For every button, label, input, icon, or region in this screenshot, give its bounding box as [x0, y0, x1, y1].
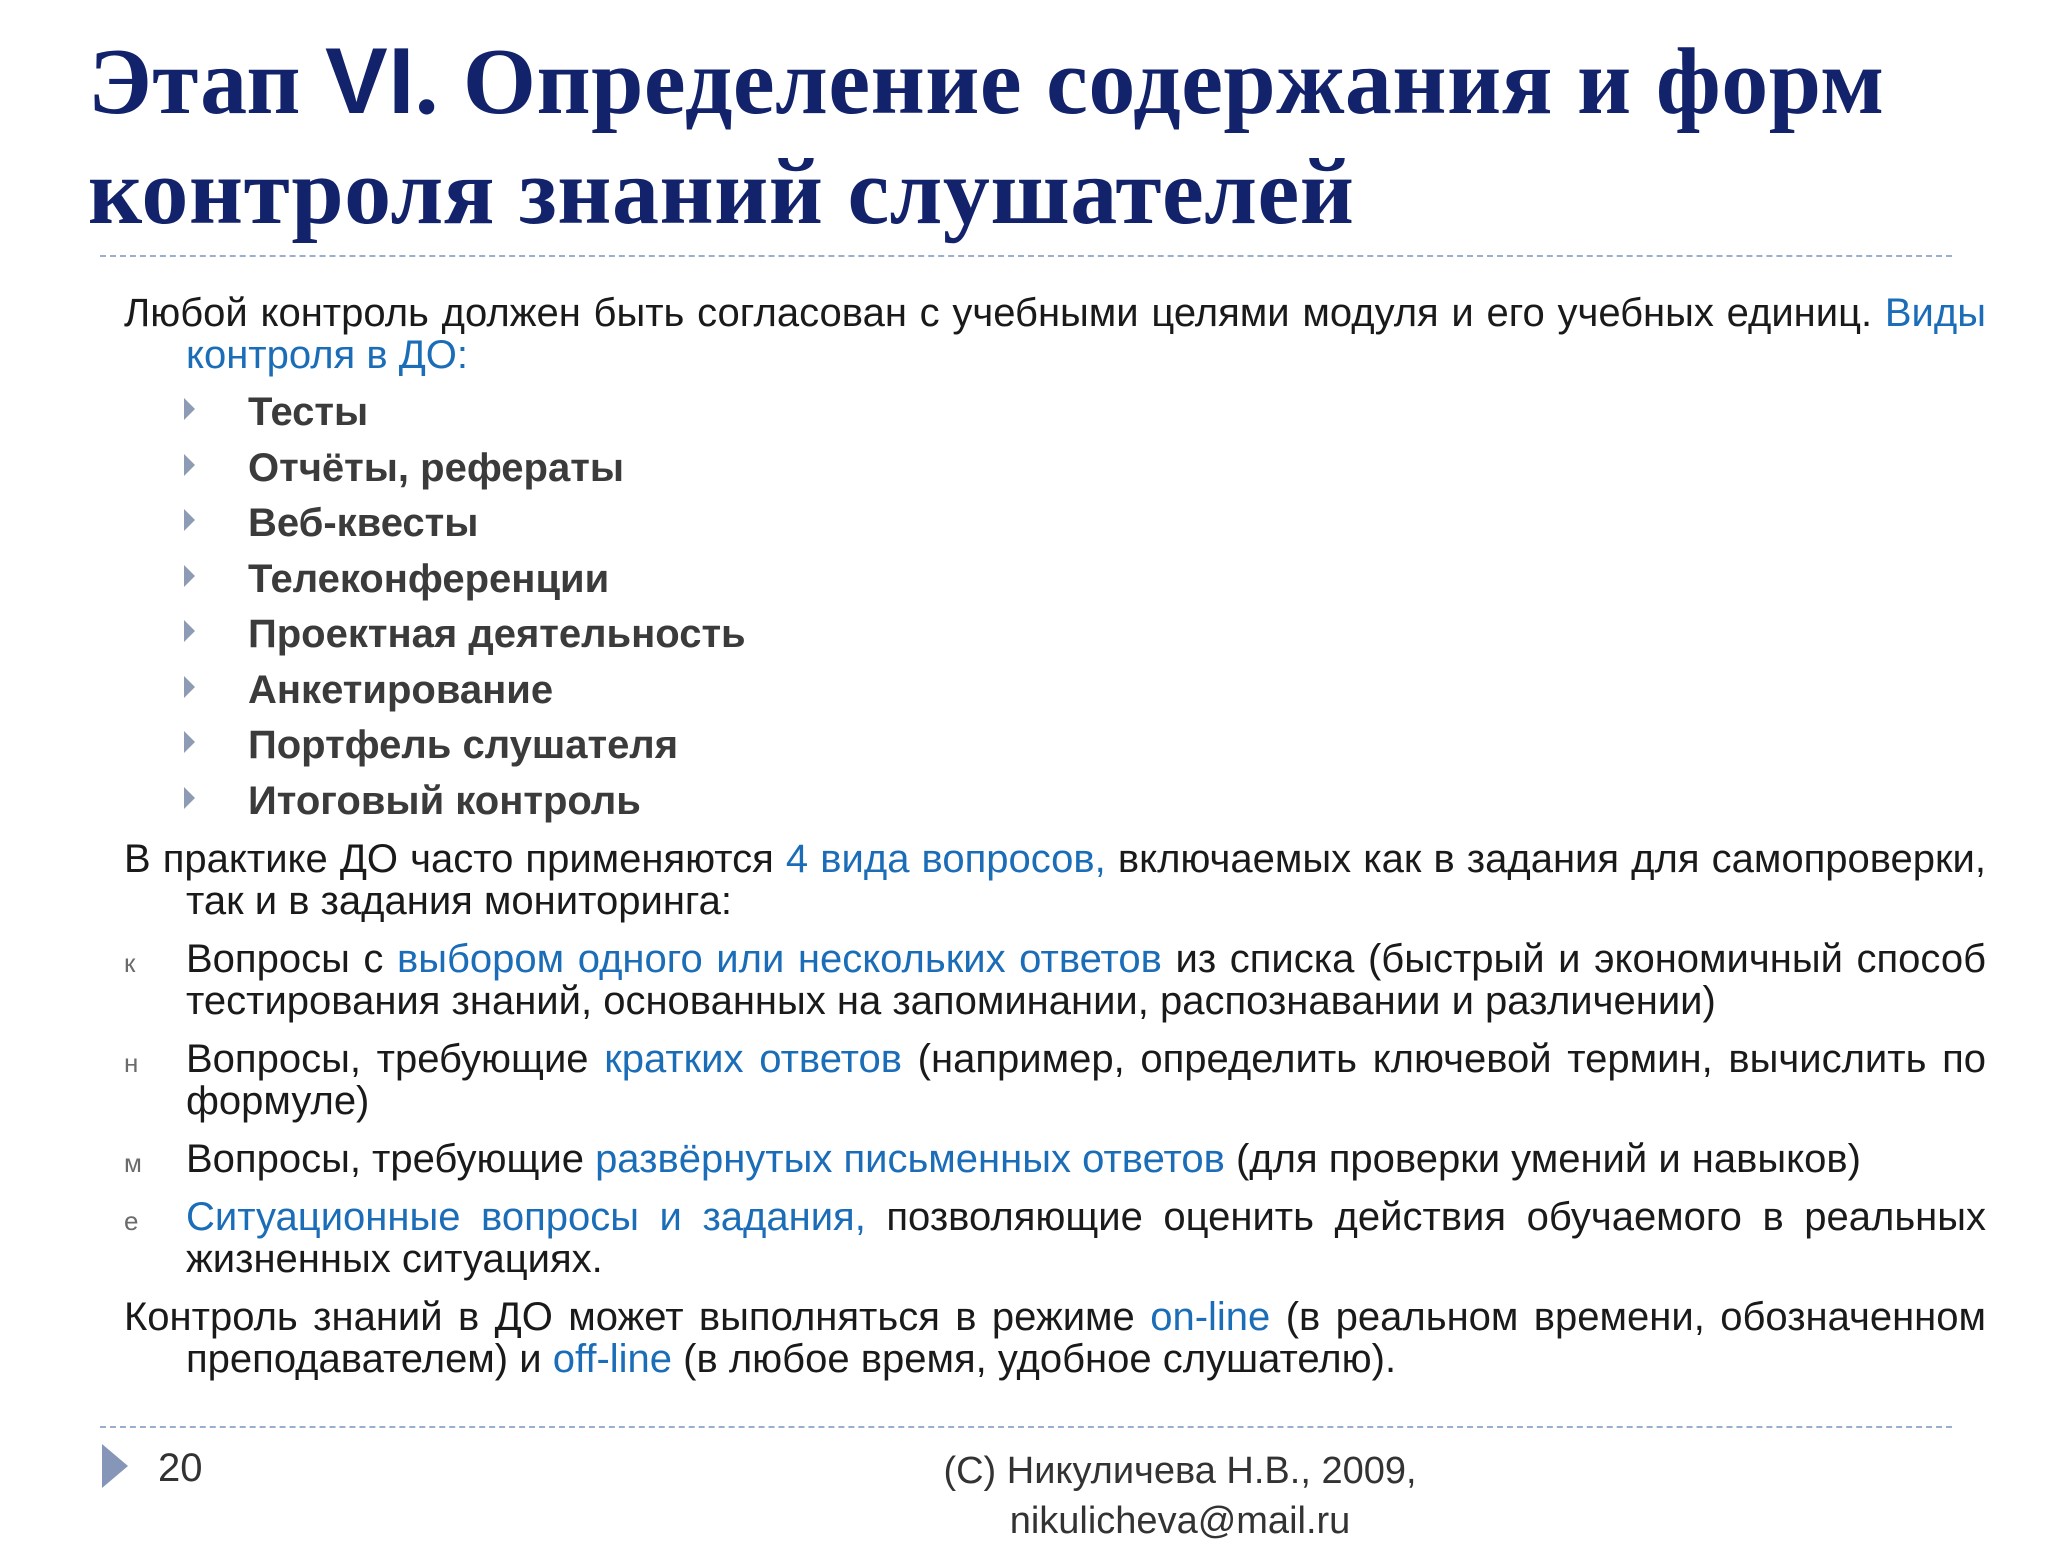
title-prefix: Этап [88, 30, 325, 134]
list-item [124, 553, 1986, 609]
question-type-text-after: из списка (быстрый и экономичный способ тестирования знаний, основанных на запоминании, распознавании и различении) [186, 937, 1987, 1023]
list-item [124, 442, 1986, 498]
bullet-arrow-icon [184, 620, 195, 642]
question-type-item [124, 1038, 1986, 1122]
author-email: nikulicheva@mail.ru [1009, 1500, 1351, 1542]
question-type-text: Вопросы, требующие [186, 1037, 605, 1081]
bullet-arrow-icon [184, 398, 195, 420]
list-item [124, 775, 1986, 831]
question-type-marker: е [124, 1206, 139, 1236]
list-item-label: Телеконференции [248, 556, 610, 601]
list-item-label: Проектная деятельность [248, 612, 746, 656]
list-item-label: Итоговый контроль [248, 778, 641, 823]
offline-highlight: off-line [552, 1337, 673, 1381]
bullet-arrow-icon [184, 454, 195, 476]
question-type-highlight: кратких ответов [604, 1037, 902, 1081]
question-type-text: Вопросы с [186, 937, 397, 981]
page-number: 20 [158, 1446, 203, 1490]
footer-copyright [920, 1446, 1440, 1546]
bullet-arrow-icon [184, 731, 195, 753]
mode-paragraph [124, 1296, 1986, 1380]
mode-text-2: (в реальном времени, обозначенном преподавателем) и [186, 1295, 1987, 1381]
question-type-highlight: выбором одного или нескольких ответов [396, 937, 1162, 981]
practice-text-after: включаемых как в задания для самопроверки, так и в задания мониторинга: [186, 837, 1986, 923]
question-type-highlight: Ситуационные вопросы и задания, [186, 1195, 866, 1239]
list-item-label: Тесты [248, 390, 369, 434]
bullet-arrow-icon [184, 509, 195, 531]
online-highlight: on-line [1150, 1295, 1271, 1339]
top-divider [100, 255, 1952, 257]
practice-paragraph [124, 838, 1986, 922]
list-item-label: Анкетирование [248, 667, 554, 712]
question-type-item [124, 938, 1986, 1022]
practice-text-before: В практике ДО часто применяются [124, 837, 786, 881]
list-item [124, 719, 1986, 775]
intro-highlight: Виды контроля в ДО: [186, 291, 1986, 377]
slide-title [88, 26, 1988, 247]
question-type-text: Вопросы, требующие [186, 1137, 596, 1181]
practice-highlight: 4 вида вопросов, [785, 837, 1106, 881]
question-type-item [124, 1196, 1986, 1280]
list-item [124, 664, 1986, 720]
question-type-marker: м [124, 1148, 142, 1178]
title-roman-numeral: VI [325, 28, 415, 133]
question-type-highlight: развёрнутых письменных ответов [595, 1137, 1225, 1181]
bullet-arrow-icon [184, 565, 195, 587]
slide-content [124, 292, 1986, 1380]
bullet-arrow-icon [184, 787, 195, 809]
title-rest: . Определение содержания и форм контроля знаний слушателей [88, 30, 1885, 244]
list-item-label: Веб-квесты [248, 501, 479, 545]
list-item [124, 608, 1986, 664]
bottom-divider [100, 1426, 1952, 1428]
question-type-marker: к [124, 948, 136, 978]
bullet-arrow-icon [184, 676, 195, 698]
mode-text-1: Контроль знаний в ДО может выполняться в режиме [124, 1295, 1151, 1339]
list-item-label: Портфель слушателя [248, 723, 679, 767]
list-item [124, 497, 1986, 553]
footer-arrow-icon [102, 1444, 128, 1488]
question-type-text-after: (например, определить ключевой термин, вычислить по формуле) [186, 1037, 1987, 1123]
question-type-text-after: (для проверки умений и навыков) [1224, 1137, 1861, 1181]
question-type-item [124, 1138, 1986, 1180]
intro-paragraph [124, 292, 1986, 376]
mode-text-3: (в любое время, удобное слушателю). [672, 1337, 1397, 1381]
intro-text: Любой контроль должен быть согласован с учебными целями модуля и его учебных единиц. [124, 291, 1885, 335]
question-type-marker: н [124, 1048, 139, 1078]
copyright-line: (C) Никуличева Н.В., 2009, [943, 1450, 1417, 1492]
list-item [124, 386, 1986, 442]
question-type-text-after: позволяющие оценить действия обучаемого в реальных жизненных ситуациях. [186, 1195, 1987, 1281]
control-types-list [124, 386, 1986, 830]
list-item-label: Отчёты, рефераты [248, 445, 624, 490]
